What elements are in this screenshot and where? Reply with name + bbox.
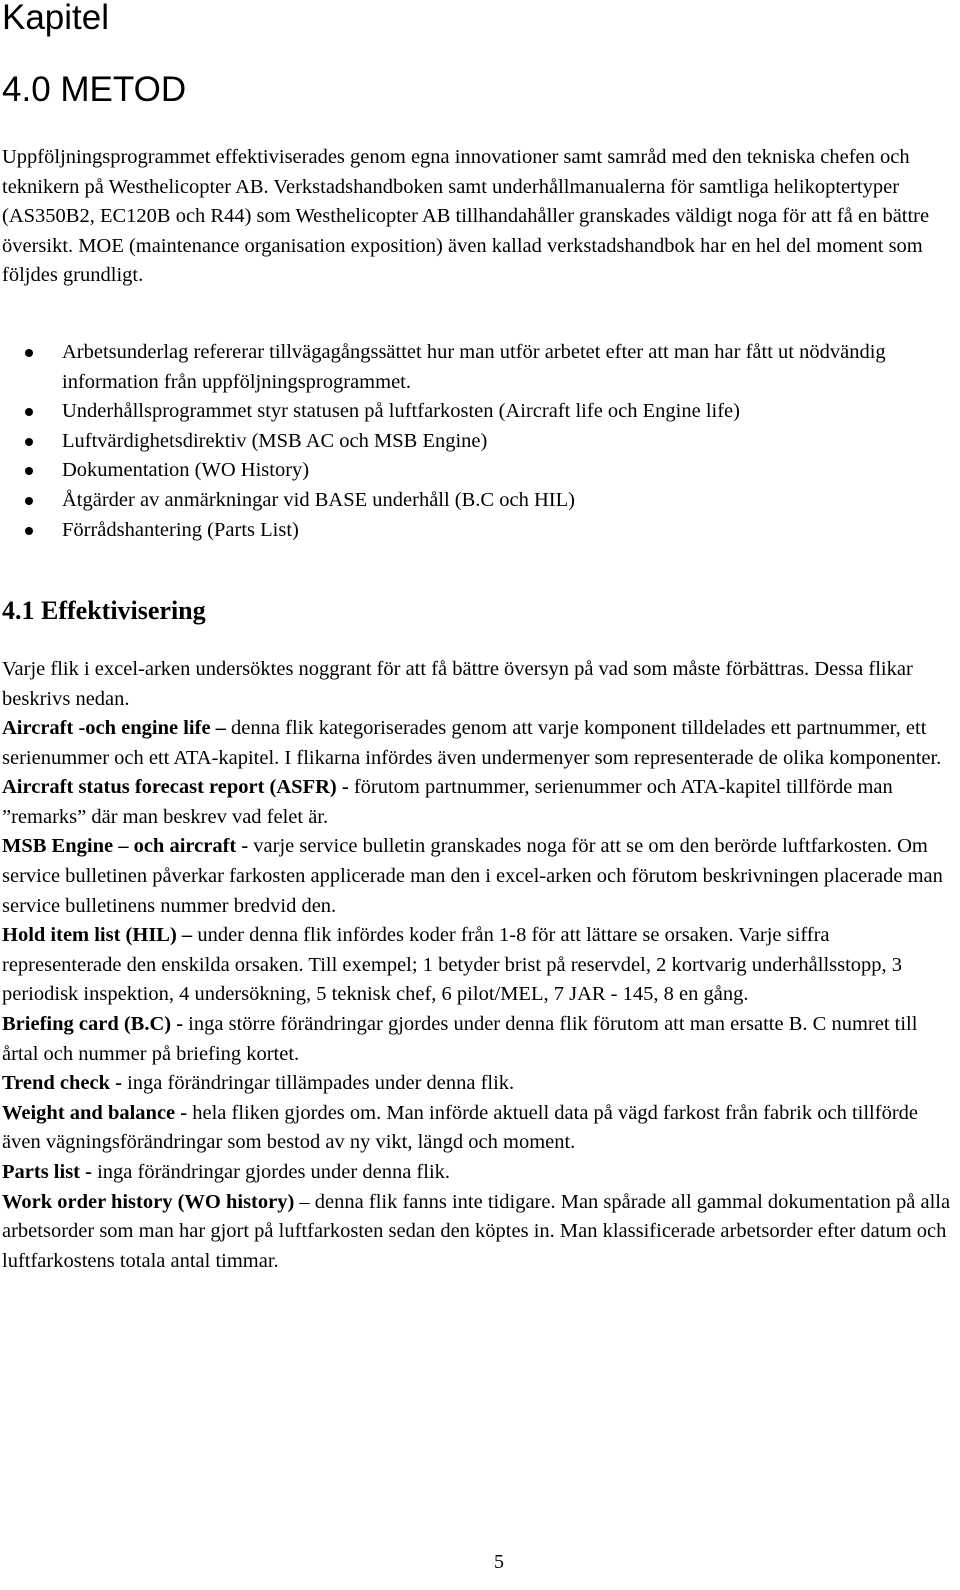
tab-description-briefing-card: [2, 1010, 954, 1069]
description: hela fliken gjordes om. Man införde aktuell data på vägd farkost från fabrik och tillförde även vägningsförändringar som bestod av ny vikt, längd och moment.: [2, 1101, 919, 1154]
description: inga förändringar tillämpades under denna flik.: [121, 1072, 515, 1095]
bullet-text: Arbetsunderlag refererar tillvägagångssättet hur man utför arbetet efter att man har fått ut nödvändig information från uppföljningsprogrammet.: [62, 341, 886, 393]
term: Hold item list (HIL) –: [2, 924, 193, 947]
tab-description-weight-balance: [2, 1099, 954, 1158]
term: Aircraft -och engine life –: [2, 717, 226, 739]
description: förutom partnummer, serienummer och ATA-kapitel tillförde man ”remarks” där man beskrev vad felet är.: [2, 776, 893, 828]
bullet-text: Luftvärdighetsdirektiv (MSB AC och MSB Engine): [62, 429, 488, 452]
list-item: [0, 456, 952, 486]
section-intro: Varje flik i excel-arken undersöktes noggrant för att få bättre översyn på vad som måste förbättras. Dessa flikar beskrivs nedan.: [2, 658, 913, 710]
term: Parts list -: [2, 1160, 92, 1183]
description: denna flik kategoriserades genom att varje komponent tilldelades ett partnummer, ett serienummer och ett ATA-kapitel. I flikarna infördes även undermenyer som representerade de olika komponenter.: [2, 717, 942, 769]
tab-description-asfr: [2, 773, 954, 832]
tab-description-trend-check: [2, 1069, 954, 1099]
bullet-icon: [25, 467, 33, 475]
list-item: [0, 397, 952, 427]
intro-paragraph: Uppföljningsprogrammet effektiviserades genom egna innovationer samt samråd med den tekniska chefen och teknikern på Westhelicopter AB. Verkstadshandboken samt underhållmanualerna för samtliga helikoptertyper (AS350B2, EC120B och R44) som Westhelicopter AB tillhandahåller granskades väldigt noga för att få en bättre översikt. MOE (maintenance organisation exposition) även kallad verkstadshandbok har en hel del moment som följdes grundligt.: [2, 146, 930, 287]
bullet-text: Dokumentation (WO History): [62, 459, 310, 482]
description: – denna flik fanns inte tidigare. Man spårade all gammal dokumentation på alla arbetsorder som man har gjort på luftfarkosten sedan den köptes in. Man klassificerade arbetsorder efter datum och luftfarkostens totala antal timmar.: [2, 1190, 951, 1272]
bullet-list: [0, 338, 952, 545]
page-number: 5: [494, 1551, 504, 1573]
tab-description-aircraft-engine-life: [2, 714, 954, 773]
bullet-icon: [25, 527, 33, 535]
term: Trend check -: [2, 1072, 122, 1095]
list-item: [0, 486, 952, 516]
section-heading: 4.1 Effektivisering: [2, 596, 206, 625]
tab-description-wo-history: [2, 1188, 954, 1277]
list-item: [0, 338, 952, 397]
bullet-text: Åtgärder av anmärkningar vid BASE underhåll (B.C och HIL): [62, 488, 575, 511]
term: Work order history (WO history): [2, 1190, 295, 1213]
description: inga förändringar gjordes under denna flik.: [91, 1160, 451, 1183]
description: inga större förändringar gjordes under denna flik förutom att man ersatte B. C numret till årtal och nummer på briefing kortet.: [2, 1012, 918, 1065]
list-item: [0, 516, 952, 546]
term: Briefing card (B.C) -: [2, 1012, 184, 1035]
tab-description-msb: [2, 832, 954, 921]
chapter-title: 4.0 METOD: [2, 70, 187, 109]
term: Weight and balance -: [2, 1101, 188, 1124]
tab-descriptions: [2, 714, 954, 1276]
term: Aircraft status forecast report (ASFR) -: [2, 776, 349, 799]
tab-description-parts-list: [2, 1158, 954, 1188]
bullet-text: Förrådshantering (Parts List): [62, 518, 299, 541]
bullet-icon: [25, 349, 33, 357]
bullet-icon: [25, 438, 33, 446]
description: under denna flik infördes koder från 1-8 för att lättare se orsaken. Varje siffra representerade den enskilda orsaken. Till exempel; 1 betyder brist på reservdel, 2 kortvarig underhållsstopp, 3 periodisk inspektion, 4 undersökning, 5 teknisk chef, 6 pilot/MEL, 7 JAR - 145, 8 en gång.: [2, 924, 903, 1006]
bullet-text: Underhållsprogrammet styr statusen på luftfarkosten (Aircraft life och Engine life): [62, 400, 740, 423]
term: MSB Engine – och aircraft -: [2, 835, 249, 858]
description: varje service bulletin granskades noga för att se om den berörde luftfarkosten. Om service bulletinen påverkar farkosten applicerade man den i excel-arken och förutom beskrivningen placerade man service bulletinens nummer bredvid den.: [2, 835, 943, 917]
tab-description-hil: [2, 921, 954, 1010]
bullet-icon: [25, 408, 33, 416]
bullet-icon: [25, 497, 33, 505]
chapter-label: Kapitel: [2, 0, 110, 37]
list-item: [0, 427, 952, 457]
